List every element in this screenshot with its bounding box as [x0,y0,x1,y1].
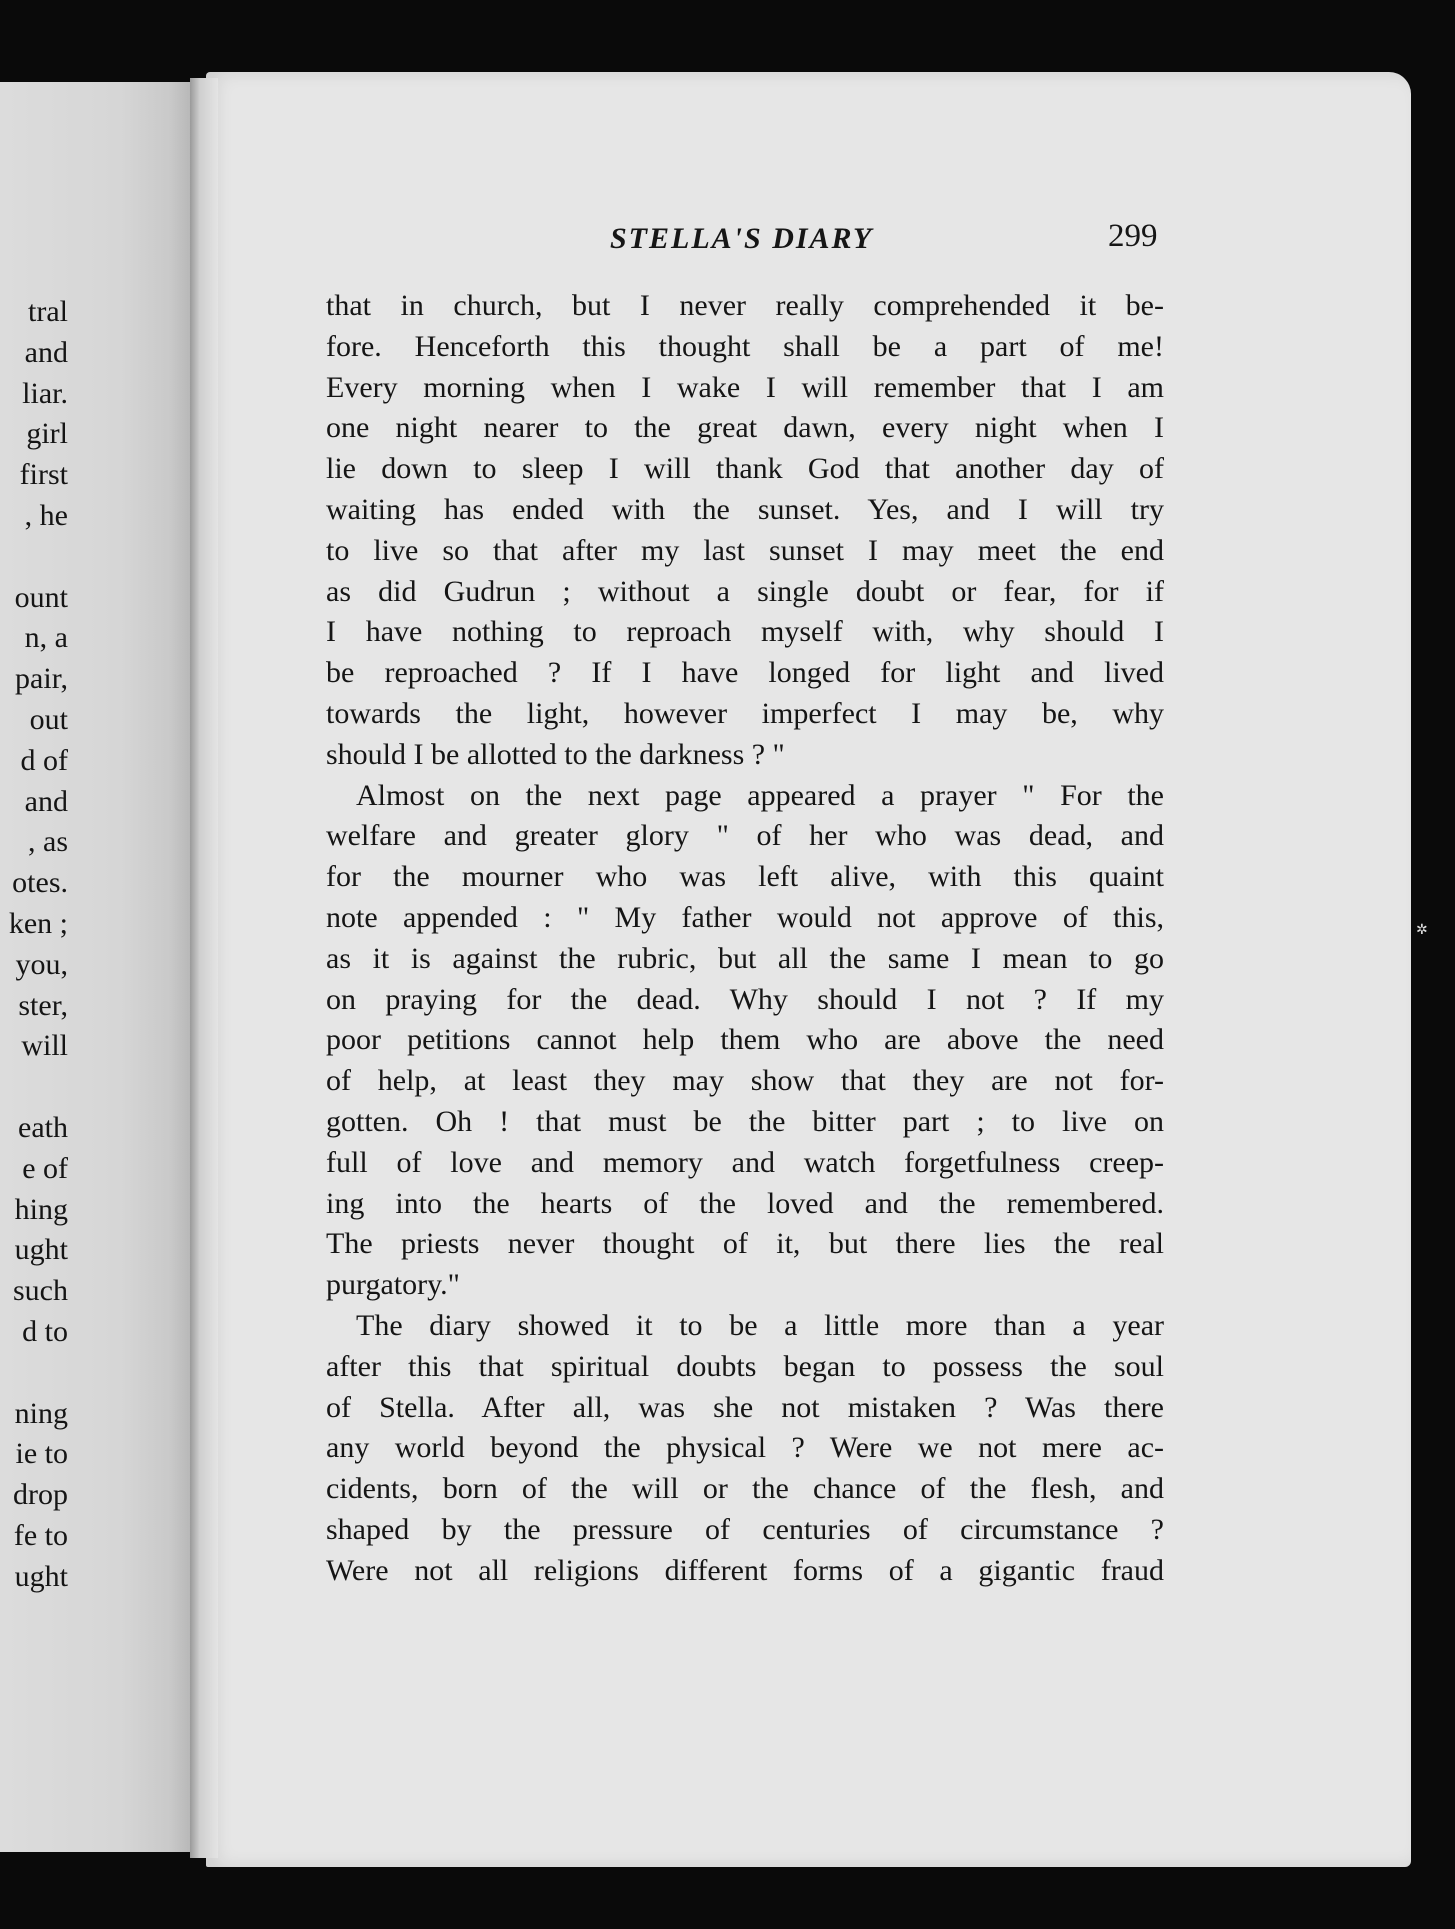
left-fragment: , as [28,825,68,859]
text-line: Every morning when I wake I will remember that I am [326,370,1164,404]
left-fragment: such [13,1274,68,1308]
text-line: note appended : " My father would not approve of this, [326,900,1164,934]
scan-speck: ✲ [1416,922,1428,938]
book-gutter [190,78,218,1858]
running-head: STELLA'S DIARY [610,222,874,255]
text-line: any world beyond the physical ? Were we not mere ac- [326,1431,1164,1465]
left-fragment: d of [20,743,68,777]
text-line: Were not all religions different forms of a gigantic fraud [326,1553,1164,1587]
left-fragment: hing [14,1192,68,1226]
left-fragment: girl [26,417,68,451]
text-line: to live so that after my last sunset I may meet the end [326,533,1164,567]
left-fragment [9,1353,68,1394]
left-page [0,82,200,1852]
text-line: on praying for the dead. Why should I not ? If my [326,982,1164,1016]
left-fragment [9,1067,68,1108]
text-line: as it is against the rubric, but all the same I mean to go [326,941,1164,975]
left-fragment: otes. [12,866,68,900]
left-fragment: out [29,702,68,736]
text-line: towards the light, however imperfect I may be, why [326,696,1164,730]
text-line: be reproached ? If I have longed for light and lived [326,656,1164,690]
text-line: purgatory." [326,1268,460,1302]
page-number: 299 [1108,218,1158,254]
left-fragment: n, a [24,621,68,655]
text-line: Almost on the next page appeared a prayer " For the [356,778,1164,812]
left-fragment: you, [15,947,68,981]
text-line: after this that spiritual doubts began to possess the soul [326,1349,1164,1383]
text-line: The priests never thought of it, but there lies the real [326,1227,1164,1261]
text-line: ing into the hearts of the loved and the remembered. [326,1186,1164,1220]
text-line: for the mourner who was left alive, with this quaint [326,860,1164,894]
text-line: that in church, but I never really comprehended it be- [326,289,1164,322]
text-line: fore. Henceforth this thought shall be a part of me! [326,329,1164,363]
text-line: shaped by the pressure of centuries of circumstance ? [326,1512,1164,1546]
text-line: as did Gudrun ; without a single doubt or fear, for if [326,574,1164,608]
left-page-text-fragments [9,292,68,1598]
text-line: The diary showed it to be a little more than a year [356,1308,1164,1342]
text-line: poor petitions cannot help them who are above the need [326,1023,1164,1057]
text-line: lie down to sleep I will thank God that another day of [326,452,1164,486]
left-fragment: e of [22,1151,68,1185]
left-fragment: first [19,458,68,492]
left-fragment: eath [18,1110,68,1144]
text-line: one night nearer to the great dawn, every night when I [326,411,1164,445]
left-fragment: drop [13,1478,68,1512]
left-fragment: pair, [15,662,68,696]
text-line: of help, at least they may show that they are not for- [326,1064,1164,1098]
left-fragment: , he [24,498,68,532]
text-line: I have nothing to reproach myself with, why should I [326,615,1164,649]
left-fragment: ount [14,580,68,614]
left-fragment: will [21,1029,68,1063]
left-fragment: and [24,784,68,818]
left-fragment: d to [22,1314,68,1348]
text-line: full of love and memory and watch forgetfulness creep- [326,1145,1164,1179]
text-line: should I be allotted to the darkness ? " [326,737,785,771]
left-fragment: ning [14,1396,68,1430]
left-fragment: and [24,335,68,369]
text-line: cidents, born of the will or the chance of the flesh, and [326,1472,1164,1506]
text-line: waiting has ended with the sunset. Yes, and I will try [326,492,1164,526]
body-text [326,286,1164,1592]
left-fragment: ie to [15,1437,68,1471]
text-line: of Stella. After all, was she not mistaken ? Was there [326,1390,1164,1424]
left-fragment [9,537,68,578]
left-fragment: ken ; [8,906,68,940]
left-fragment: ught [14,1233,68,1267]
left-fragment: ught [14,1559,68,1593]
left-fragment: tral [28,295,68,328]
text-line: gotten. Oh ! that must be the bitter part ; to live on [326,1104,1164,1138]
text-line: welfare and greater glory " of her who was dead, and [326,819,1164,853]
left-fragment: liar. [22,376,68,410]
left-fragment: ster, [18,988,68,1022]
left-fragment: fe to [13,1518,68,1552]
